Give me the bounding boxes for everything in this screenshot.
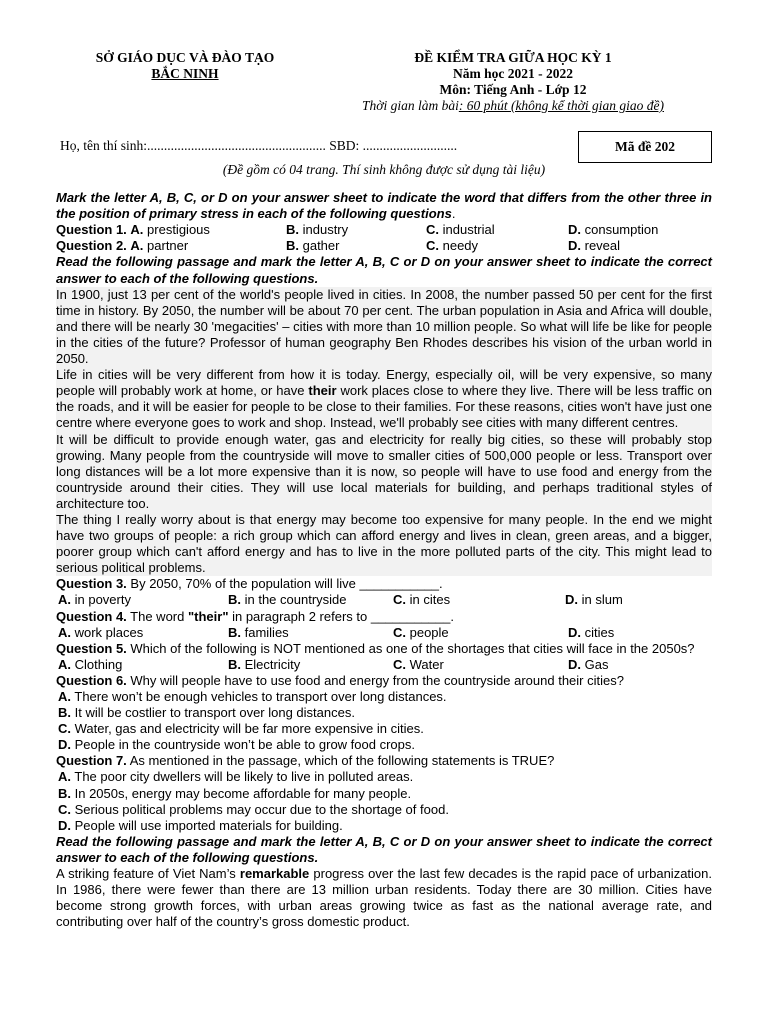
passage1-paragraph-2: Life in cities will be very different from how it is today. Energy, especially oil, will be very expensive, so many people will probably work at home, or have their work places close to where they live. There will be less traffic on the roads, and it will be easier for people to be close to their families. For these reasons, cities won't have just one centre where everyone goes to work and shop. Instead, we'll probably see cities with many different centres. bbox=[56, 367, 712, 431]
section3-instruction: Read the following passage and mark the letter A, B, C or D on your answer sheet to indicate the correct answer to each of the following questions. bbox=[56, 833, 712, 865]
section2-instruction: Read the following passage and mark the letter A, B, C or D on your answer sheet to indicate the correct answer to each of the following questions. bbox=[56, 254, 712, 286]
question-6-option-c: C. Water, gas and electricity will be far more expensive in cities. bbox=[58, 721, 424, 737]
question-6-stem: Question 6. Why will people have to use food and energy from the countryside around their cities? bbox=[56, 672, 624, 688]
question-2: Question 2. A. partner B. gather C. needy D. reveal bbox=[56, 238, 621, 254]
question-6-option-d: D. People in the countryside won’t be able to grow food crops. bbox=[58, 737, 415, 753]
section1-instruction: Mark the letter A, B, C, or D on your answer sheet to indicate the word that differs from the other three in the position of primary stress in each of the following questions. bbox=[56, 190, 712, 222]
exam-page bbox=[56, 50, 712, 930]
exam-title: ĐỀ KIỂM TRA GIỮA HỌC KỲ 1 bbox=[414, 50, 612, 65]
time-allowed: Thời gian làm bài: 60 phút (không kể thời gian giao đề) bbox=[361, 98, 664, 113]
exam-info-block bbox=[318, 50, 708, 114]
candidate-row bbox=[56, 132, 712, 168]
question-3-options: A. in poverty B. in the countryside C. in cites D. in slum bbox=[58, 592, 623, 608]
question-7-option-b: B. In 2050s, energy may become affordable for many people. bbox=[58, 785, 412, 801]
passage1-paragraph-4: The thing I really worry about is that energy may become too expensive for many people. In the end we might have two groups of people: a rich group which can afford energy and lives in clean, green areas, and a bigger, poorer group which can't afford energy and has to live in the more polluted parts of the city. This might lead to serious political problems. bbox=[56, 511, 712, 576]
question-7-option-d: D. People will use imported materials for building. bbox=[58, 817, 343, 833]
question-7-option-a: A. The poor city dwellers will be likely to live in polluted areas. bbox=[58, 769, 414, 785]
passage1-paragraph-1: In 1900, just 13 per cent of the world's people lived in cities. In 2008, the number passed 50 per cent for the first time in history. By 2050, the number will be about 70 per cent. The urban population in Asia and Africa will double, and there will be nearly 30 'megacities' – cities with more than 10 million people. So what will life be like for people in the cities of the future? Professor of human geography Ben Rhodes describes his vision of the urban world in 2050. bbox=[56, 286, 712, 367]
question-4-options: A. work places B. families C. people D. cities bbox=[58, 624, 615, 640]
exam-code-box: Mã đề 202 bbox=[578, 131, 712, 163]
question-6-option-a: A. There won’t be enough vehicles to transport over long distances. bbox=[58, 689, 447, 704]
candidate-info-line[interactable]: Họ, tên thí sinh:..................................................... SBD: ............................ bbox=[60, 138, 458, 153]
passage1-paragraph-3: It will be difficult to provide enough water, gas and electricity for really big cities, so these will probably stop growing. Many people from the countryside will move to smaller cities of 500,000 people or less. Transport over long distances will be a lot more expensive than it is now, so people will have to use food and energy from the countryside around their cities. They will use local materials for building, and perhaps traditional styles of architecture too. bbox=[56, 431, 712, 511]
question-7-option-c: C. Serious political problems may occur due to the shortage of food. bbox=[58, 801, 449, 817]
question-5-options: A. Clothing B. Electricity C. Water D. Gas bbox=[58, 656, 609, 672]
question-1: Question 1. A. prestigious B. industry C. industrial D. consumption bbox=[56, 222, 659, 238]
passage2-paragraph-1: A striking feature of Viet Nam’s remarkable progress over the last few decades is the rapid pace of urbanization. In 1986, there were fewer than there are 13 million urban residents. Today there are 30 million. Cities have become strong growth forces, with urban areas growing twice as fast as the national average rate, and contributing over half of the country’s gross domestic product. bbox=[56, 866, 712, 930]
question-4-stem: Question 4. The word "their" in paragraph 2 refers to ___________. bbox=[56, 608, 454, 624]
question-5-stem: Question 5. Which of the following is NOT mentioned as one of the shortages that cities will face in the 2050s? bbox=[56, 640, 695, 656]
school-year: Năm học 2021 - 2022 bbox=[453, 66, 573, 81]
exam-header bbox=[56, 50, 712, 118]
question-3-stem: Question 3. By 2050, 70% of the population will live ___________. bbox=[56, 576, 443, 592]
question-6-option-b: B. It will be costlier to transport over long distances. bbox=[58, 705, 355, 721]
department-block bbox=[80, 50, 290, 82]
exam-note: (Đề gồm có 04 trang. Thí sinh không được sử dụng tài liệu) bbox=[222, 162, 546, 177]
department-name: SỞ GIÁO DỤC VÀ ĐÀO TẠO bbox=[95, 50, 275, 65]
subject: Môn: Tiếng Anh - Lớp 12 bbox=[439, 82, 587, 97]
province-name: BẮC NINH bbox=[151, 66, 219, 81]
question-7-stem: Question 7. As mentioned in the passage, which of the following statements is TRUE? bbox=[56, 753, 555, 769]
reading-passage-1 bbox=[56, 287, 712, 577]
